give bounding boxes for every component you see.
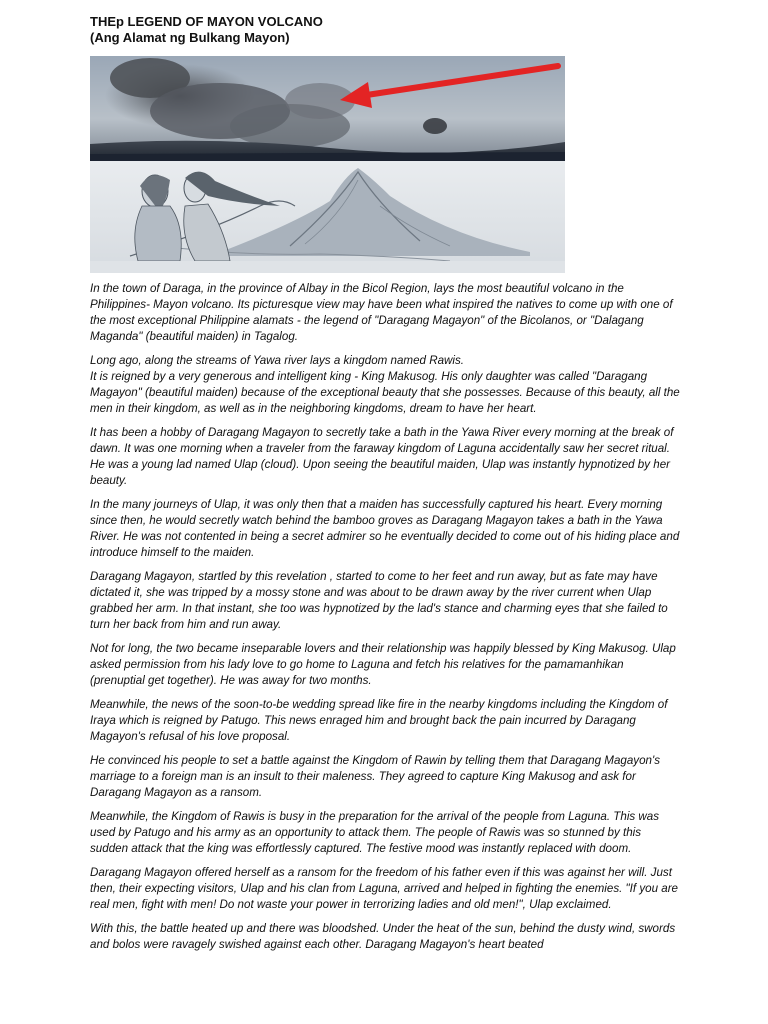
story-body [90, 281, 680, 961]
story-paragraph: Meanwhile, the Kingdom of Rawis is busy in the preparation for the arrival of the people from Laguna. This was used by Patugo and his army as an opportunity to attack them. The people of Rawis was so stunned by this sudden attack that the king was effortlessly captured. The festive mood was instantly replaced with doom. [90, 810, 660, 855]
document-title: THEp LEGEND OF MAYON VOLCANO [90, 14, 323, 29]
story-paragraph: It is reigned by a very generous and intelligent king - King Makusog. His only daughter was called "Daragang Magayon" (beautiful maiden) because of the exceptional beauty that she possesses. Because of this beauty, all the men in their kingdom, as well as in the neighboring kingdoms, dream to have her heart. [90, 370, 680, 415]
document-subtitle: (Ang Alamat ng Bulkang Mayon) [90, 30, 290, 45]
story-paragraph: Daragang Magayon offered herself as a ransom for the freedom of his father even if this was against her will. Just then, their expecting visitors, Ulap and his clan from Laguna, arrived and helped in fighting the enemies. "If you are real men, fight with men! Do not waste your power in terrorizing ladies and old men!", Ulap exclaimed. [90, 866, 679, 911]
story-paragraph: Daragang Magayon, startled by this revelation , started to come to her feet and run away, but as fate may have dictated it, she was tripped by a mossy stone and was about to be drawn away by the river current when Ulap grabbed her arm. In that instant, she too was hypnotized by the lad's stance and charming eyes that she failed to turn her back from him and run away. [90, 570, 668, 631]
story-paragraph: In the many journeys of Ulap, it was only then that a maiden has successfully captured his heart. Every morning since then, he would secretly watch behind the bamboo groves as Daragang Magayon takes a bath in the Yawa River. He was not contented in being a secret admirer so he eventually decided to come out of his hiding place and introduce himself to the maiden. [90, 498, 680, 559]
story-paragraph: It has been a hobby of Daragang Magayon to secretly take a bath in the Yawa River every morning at the break of dawn. It was one morning when a traveler from the faraway kingdom of Laguna accidentally saw her secret ritual. He was a young lad named Ulap (cloud). Upon seeing the beautiful maiden, Ulap was instantly hypnotized by her beauty. [90, 426, 674, 487]
lovers-and-mountain-illustration-icon [90, 161, 565, 273]
story-paragraph: With this, the battle heated up and there was bloodshed. Under the heat of the sun, behind the dusty wind, swords and bolos were ravagely swished against each other. Daragang Magayon's heart beated [90, 922, 676, 951]
story-paragraph: Not for long, the two became inseparable lovers and their relationship was happily blessed by King Makusog. Ulap asked permission from his lady love to go home to Laguna and fetch his relatives for the pamamanhikan (prenuptial get together). He was away for two months. [90, 642, 676, 687]
header-figure [90, 56, 565, 273]
story-paragraph: In the town of Daraga, in the province of Albay in the Bicol Region, lays the most beautiful volcano in the Philippines- Mayon volcano. Its picturesque view may have been what inspired the natives to come up with one of the most exceptional Philippine alamats - the legend of "Daragang Magayon" of the Bicolanos, or "Dalagang Maganda" (beautiful maiden) in Tagalog. [90, 282, 673, 343]
story-paragraph-block [90, 353, 680, 417]
story-paragraph: Meanwhile, the news of the soon-to-be wedding spread like fire in the nearby kingdoms including the Kingdom of Iraya which is reigned by Patugo. This news enraged him and brought back the pain incurred by Daragang Magayon's refusal of his love proposal. [90, 698, 668, 743]
title-block [90, 14, 323, 46]
story-paragraph: Long ago, along the streams of Yawa river lays a kingdom named Rawis. [90, 354, 464, 367]
story-paragraph: He convinced his people to set a battle against the Kingdom of Rawin by telling them that Daragang Magayon's marriage to a foreign man is an insult to their maleness. They agreed to capture King Makusog and ask for Daragang Magayon as a ransom. [90, 754, 661, 799]
volcano-figure-image [90, 56, 565, 273]
volcano-eruption-photo-icon [90, 56, 565, 161]
